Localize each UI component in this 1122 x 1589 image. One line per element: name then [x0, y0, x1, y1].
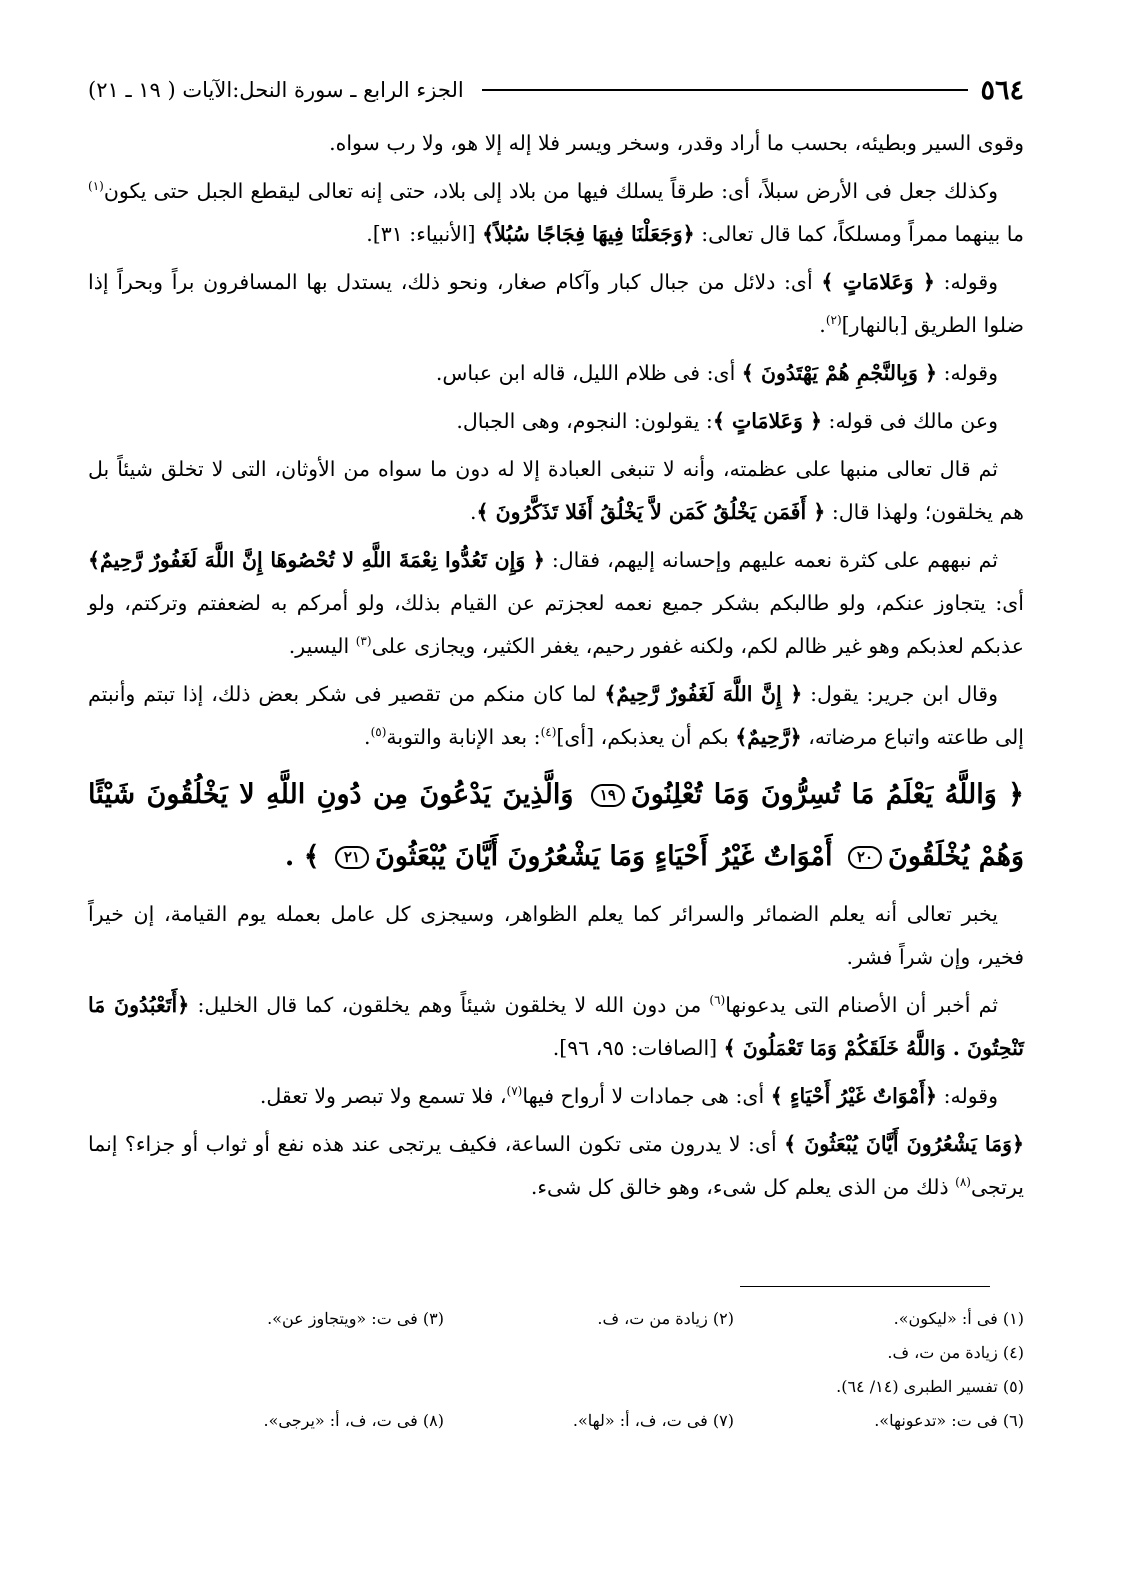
paragraph-text: ذلك من الذى يعلم كل شىء، وهو خالق كل شىء.: [530, 1175, 956, 1199]
paragraph-text: من دون الله لا يخلقون شيئاً وهم يخلقون، كما قال الخليل:: [189, 993, 710, 1017]
paragraph-text: أى: دلائل من جبال كبار وآكام صغار، ونحو ذلك، يستدل بها المسافرون براً وبحراً إذا ضلوا الطريق [بالنهار]: [88, 270, 1024, 337]
footnote-ref: (٨): [955, 1175, 971, 1190]
paragraph: [88, 893, 1024, 979]
paragraph: [88, 448, 1024, 534]
paragraph-text: وقوى السير وبطيئه، بحسب ما أراد وقدر، وسخر ويسر فلا إله إلا هو، ولا رب سواه.: [329, 131, 1024, 155]
paragraph: [88, 1075, 1024, 1118]
paragraph: [88, 984, 1024, 1070]
footnote: (٨) فى ت، ف، أ: «يرجى».: [263, 1411, 444, 1430]
page-header: [88, 70, 1024, 110]
paragraph: [88, 1123, 1024, 1209]
footnote-row: [118, 1302, 1024, 1336]
verse-number-marker: ١٩: [591, 784, 625, 807]
footnote: (١) فى أ: «ليكون».: [893, 1309, 1024, 1328]
quran-quote: ﴿وَمَا يَشْعُرُونَ أَيَّانَ يُبْعَثُونَ ﴾: [784, 1132, 1024, 1156]
paragraph-text: أى: هى جمادات لا أرواح فيها: [522, 1084, 771, 1108]
paragraph-text: .: [469, 500, 477, 524]
main-text: [88, 122, 1024, 1214]
paragraph-text: ثم نبههم على كثرة نعمه عليهم وإحسانه إليهم، فقال:: [544, 548, 998, 572]
footnote: (٤) زيادة من ت، ف.: [887, 1343, 1024, 1362]
quran-quote: ﴿وَجَعَلْنَا فِيهَا فِجَاجًا سُبُلاً﴾: [482, 222, 695, 246]
footnote: (٧) فى ت، ف، أ: «لها».: [572, 1411, 734, 1430]
footnote-ref: (١): [88, 179, 104, 194]
quran-quote: ﴿ وَعَلامَاتٍ ﴾: [712, 409, 823, 433]
footnote-row: [118, 1404, 1024, 1438]
footnote-ref: (٥): [370, 725, 387, 740]
paragraph-text: : يقولون: النجوم، وهى الجبال.: [456, 409, 713, 433]
verse-text: أَمْوَاتٌ غَيْرُ أَحْيَاءٍ وَمَا يَشْعُرُونَ أَيَّانَ يُبْعَثُونَ: [375, 841, 842, 872]
paragraph-text: أى: فى ظلام الليل، قاله ابن عباس.: [435, 361, 742, 385]
paragraph-text: وقال ابن جرير: يقول:: [802, 682, 998, 706]
footnote: (٣) فى ت: «ويتجاوز عن».: [267, 1309, 444, 1328]
footnote-ref: (٣): [355, 634, 372, 649]
quran-verse-block: [88, 764, 1024, 888]
paragraph-text: ثم قال تعالى منبها على عظمته، وأنه لا تنبغى العبادة إلا له دون ما سواه من الأوثان، التى لا تخلق شيئاً بل هم يخلقون؛ ولهذا قال:: [88, 457, 1024, 524]
footnote-ref: (٤): [540, 725, 557, 740]
verse-number-marker: ٢٠: [848, 846, 882, 869]
paragraph-text: [الأنبياء: ٣١].: [366, 222, 483, 246]
quran-quote: ﴿ أَفَمَن يَخْلُقُ كَمَن لاَّ يَخْلُقُ أَفَلا تَذَكَّرُونَ ﴾: [476, 500, 826, 524]
paragraph: [88, 539, 1024, 668]
paragraph-text: يخبر تعالى أنه يعلم الضمائر والسرائر كما يعلم الظواهر، وسيجزى كل عامل بعمله يوم القيامة، إن خيراً فخير، وإن شراً فشر.: [88, 902, 1024, 969]
paragraph-text: ، فلا تسمع ولا تبصر ولا تعقل.: [259, 1084, 507, 1108]
paragraph: [88, 352, 1024, 395]
paragraph-text: وكذلك جعل فى الأرض سبلاً، أى: طرقاً يسلك فيها من بلاد إلى بلاد، حتى إنه تعالى ليقطع الجبل حتى يكون: [103, 179, 998, 203]
quran-quote: ﴿ وَبِالنَّجْمِ هُمْ يَهْتَدُونَ ﴾: [741, 361, 938, 385]
paragraph: [88, 261, 1024, 347]
running-title: الجزء الرابع ـ سورة النحل:الآيات ( ١٩ ـ ٢١): [88, 78, 464, 102]
paragraph: [88, 122, 1024, 165]
quran-quote: ﴿ إِنَّ اللَّهَ لَغَفُورٌ رَّحِيمٌ﴾: [604, 682, 803, 706]
footnote-ref: (٧): [506, 1084, 523, 1099]
paragraph: [88, 673, 1024, 759]
footnote: (٢) زيادة من ت، ف.: [597, 1309, 734, 1328]
paragraph-text: وقوله:: [937, 361, 998, 385]
paragraph-text: [الصافات: ٩٥، ٩٦].: [552, 1036, 724, 1060]
verse-text: ﴿ وَاللَّهُ يَعْلَمُ مَا تُسِرُّونَ وَمَا تُعْلِنُونَ: [630, 779, 1024, 810]
footnote-ref: (٦): [709, 993, 726, 1008]
paragraph-text: بكم أن يعذبكم، [أى]: [556, 725, 736, 749]
paragraph-text: اليسير.: [288, 634, 356, 658]
paragraph-text: : بعد الإنابة والتوبة: [386, 725, 541, 749]
quran-quote: ﴿أَمْوَاتٌ غَيْرُ أَحْيَاءٍ ﴾: [770, 1084, 938, 1108]
paragraph-text: أى: لا يدرون متى تكون الساعة، فكيف يرتجى عند هذه نفع أو ثواب أو جزاء؟ إنما يرتجى: [88, 1132, 1024, 1199]
paragraph-text: لما كان منكم من تقصير فى شكر بعض ذلك، إذا تبتم وأنبتم إلى طاعته واتباع مرضاته،: [88, 682, 1024, 749]
page-number: ٥٦٤: [980, 74, 1024, 106]
header-rule: [482, 89, 969, 91]
paragraph-text: ثم أخبر أن الأصنام التى يدعونها: [725, 993, 998, 1017]
quran-quote: ﴿رَّحِيمٌ﴾: [735, 725, 802, 749]
paragraph-text: وقوله:: [937, 1084, 998, 1108]
footnote: (٥) تفسير الطبرى (١٤/ ٦٤).: [836, 1377, 1024, 1396]
footnotes: [118, 1302, 1024, 1438]
paragraph-text: أى: يتجاوز عنكم، ولو طالبكم بشكر جميع نعمه لعجزتم عن القيام بذلك، ولو أمركم به لضعفتم وتركتم، ولو عذبكم لعذبكم وهو غير ظالم لكم، ولكنه غفور رحيم، يغفر الكثير، ويجازى على: [88, 591, 1024, 658]
paragraph: [88, 170, 1024, 256]
paragraph-text: وعن مالك فى قوله:: [822, 409, 998, 433]
footnote-separator: [740, 1286, 990, 1287]
footnote: (٦) فى ت: «تدعونها».: [874, 1411, 1024, 1430]
paragraph: [88, 400, 1024, 443]
paragraph-text: .: [364, 725, 371, 749]
quran-quote: ﴿أَتَعْبُدُونَ مَا تَنْحِتُونَ . وَاللَّهُ خَلَقَكُمْ وَمَا تَعْمَلُونَ ﴾: [88, 993, 1024, 1060]
quran-quote: ﴿ وَإِن تَعُدُّوا نِعْمَةَ اللَّهِ لا تُحْصُوهَا إِنَّ اللَّهَ لَغَفُورٌ رَّحِيمٌ﴾: [88, 548, 545, 572]
verse-number-marker: ٢١: [335, 846, 369, 869]
footnote-row: [118, 1370, 1024, 1404]
verse-text: وَالَّذِينَ يَدْعُونَ مِن دُونِ اللَّهِ لا يَخْلُقُونَ شَيْئًا وَهُمْ يُخْلَقُونَ: [88, 779, 1024, 872]
footnote-ref: (٢): [825, 313, 842, 328]
quran-quote: ﴿ وَعَلامَاتٍ ﴾: [821, 270, 935, 294]
paragraph-text: .: [819, 313, 826, 337]
footnote-row: [118, 1336, 1024, 1370]
paragraph-text: ما بينهما ممراً ومسلكاً، كما قال تعالى:: [694, 222, 1024, 246]
paragraph-text: وقوله:: [934, 270, 999, 294]
verse-text: ﴾ .: [284, 841, 329, 872]
